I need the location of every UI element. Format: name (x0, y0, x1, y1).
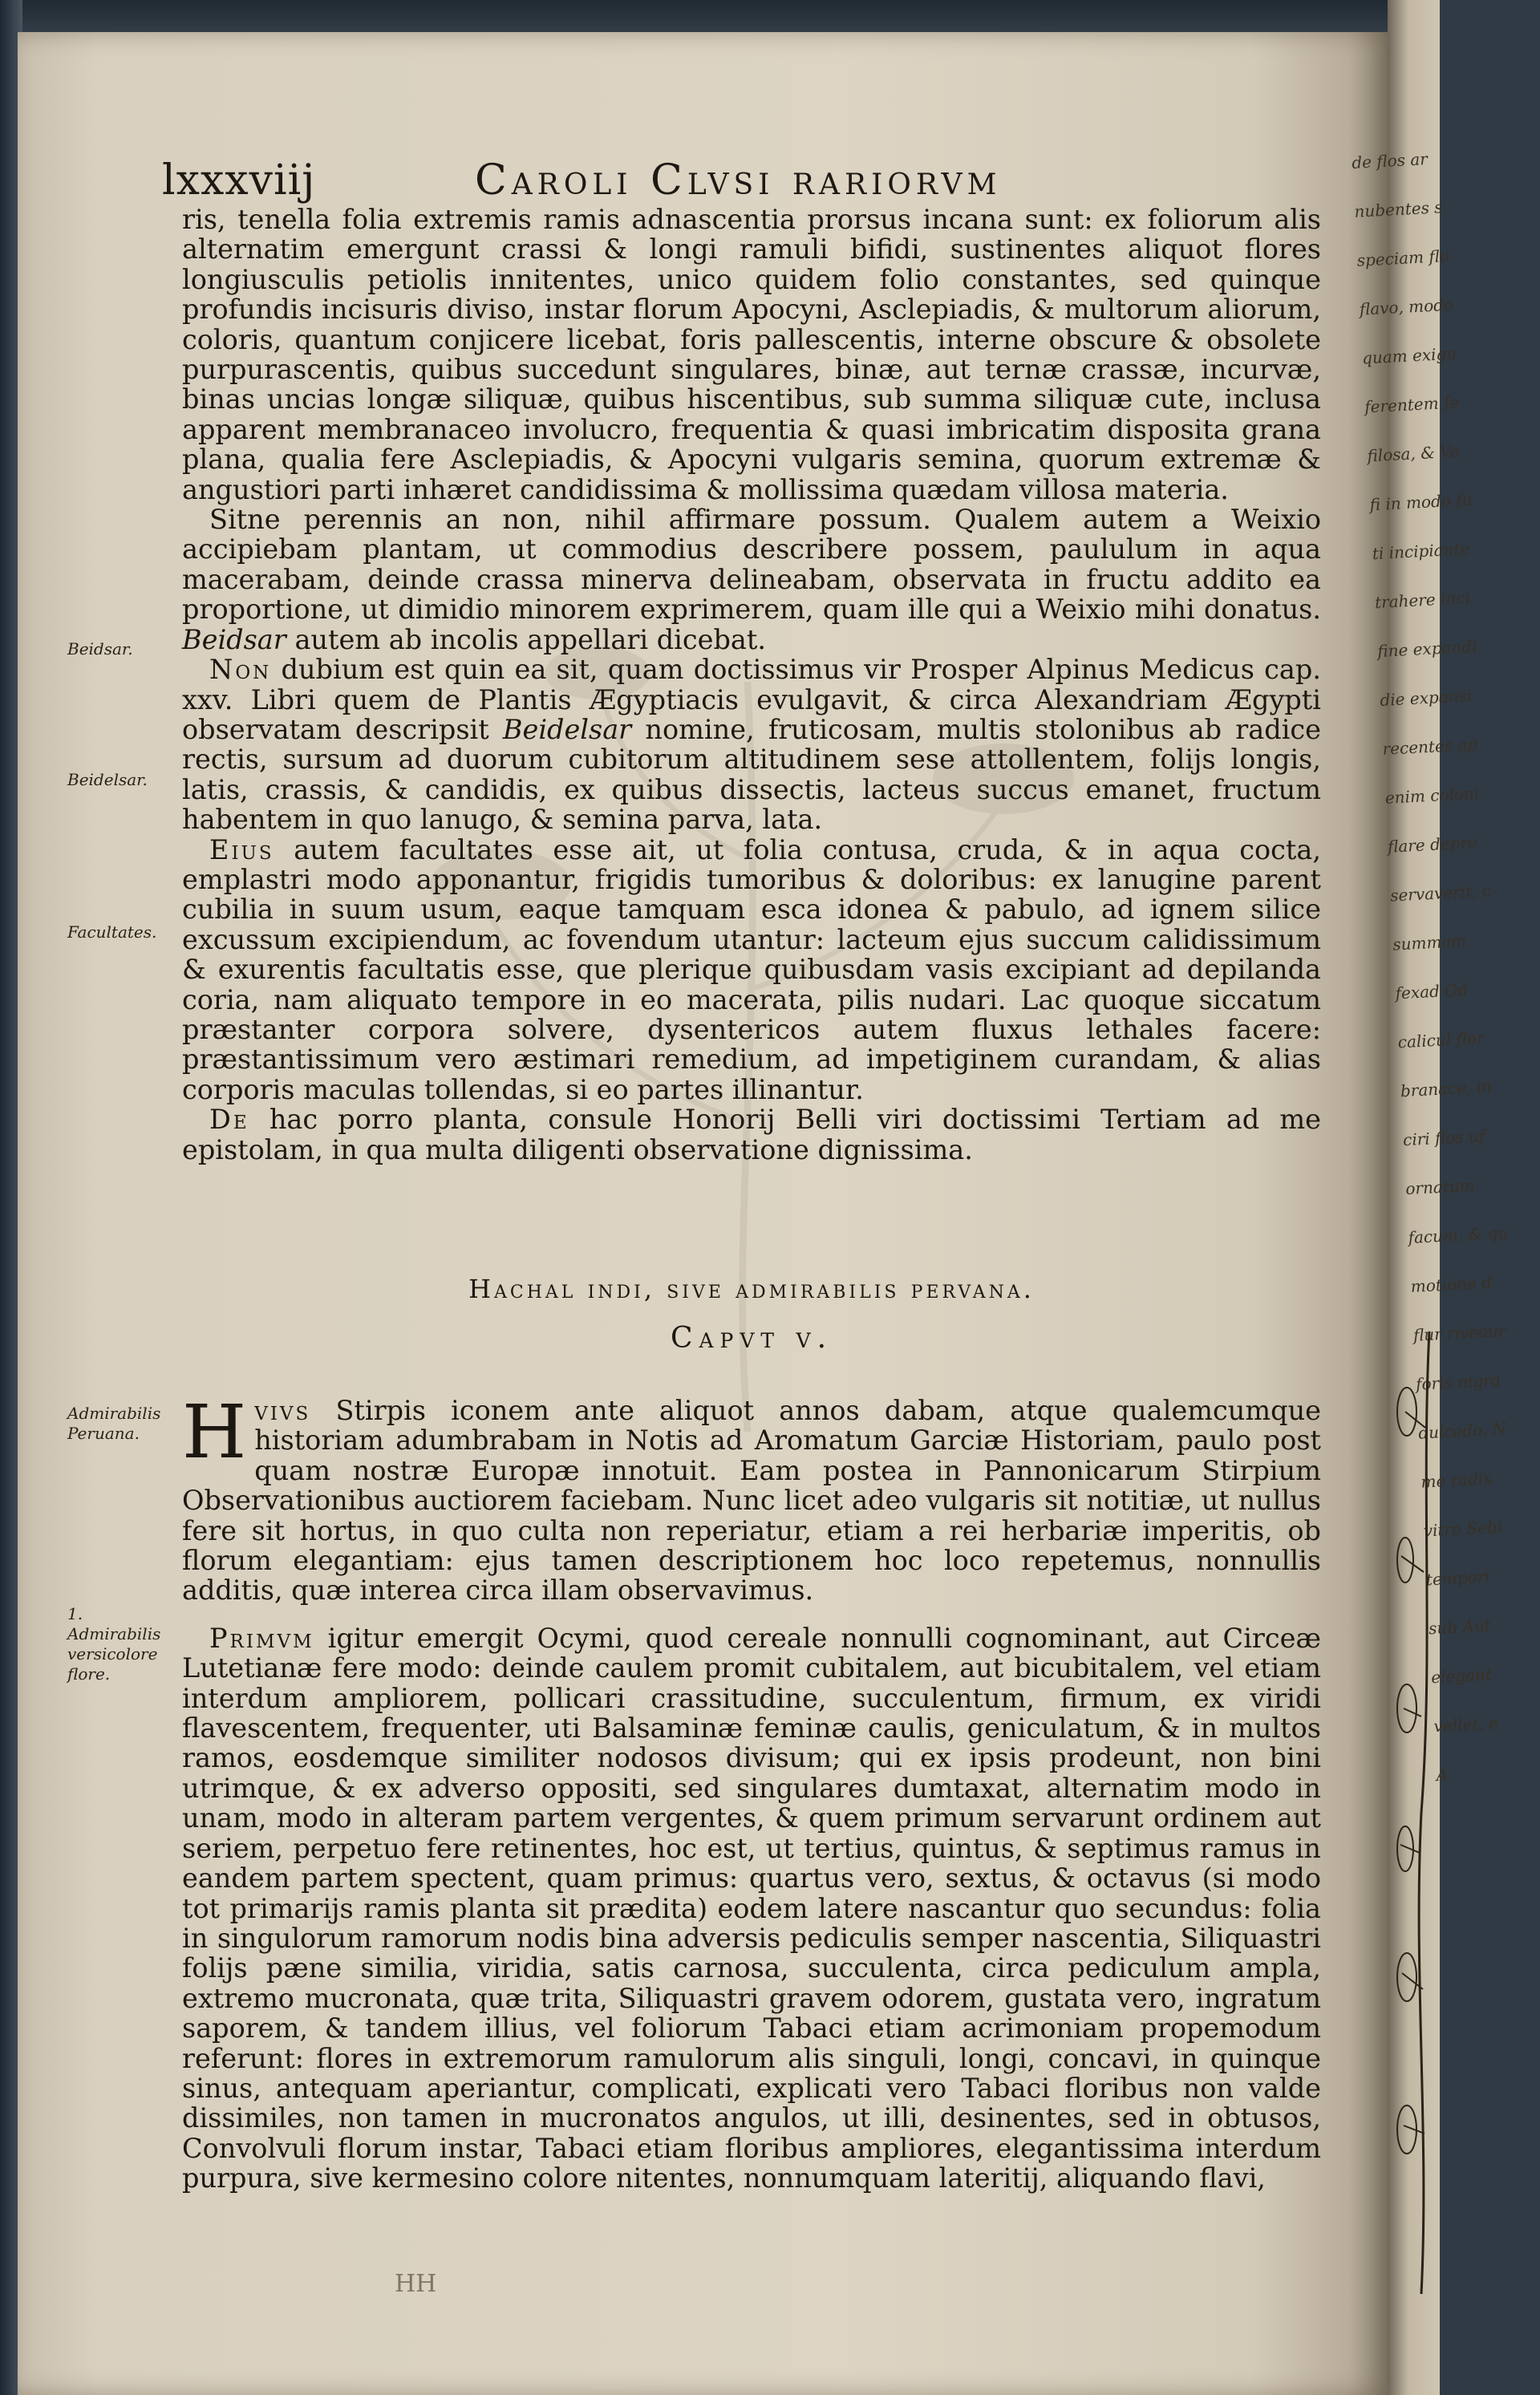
book-page (18, 32, 1389, 2395)
paragraph-alpinus-end: nomine, fruticosam, multis stolonibus ab radice rectis, sursum ad duorum cubitorum altitudinem sese attollentem, folijs longis, latis, crassis, & candidis, ex quibus dissectis, lacteus succus emanet, fructum habentem in quo lanugo, & semina parva, lata. (182, 713, 1321, 836)
section-admirabilis (182, 1389, 1321, 2194)
folio-number: lxxxviij (162, 156, 316, 205)
margin-note-admirabilis: Admirabilis Peruana. (67, 1404, 161, 1443)
margin-note-beidsar: Beidsar. (67, 639, 133, 659)
paragraph-primum-text: igitur emergit Ocymi, quod cereale nonnulli cognominant, aut Circeæ Lutetianæ fere modo: deinde caulem promit cubitalem, aut bicubitalem, vel etiam interdum ampliorem, pollicari crassitudine, succulentum, firmum, ex viridi flavescentem, frequenter, uti Balsaminæ feminæ caulis, geniculatum, & in multos ramos, eosdemque similiter nodosos divisum; qui ex ipsis prodeunt, non bini utrimque, & ex adverso oppositi, sed singulares dumtaxat, alternatim modo in unam, modo in alteram partem vergentes, & quem primum servarunt ordinem aut seriem, perpetuo fere retinentes, hoc est, ut tertius, quintus, & septimus ramus in eandem partem spectent, quam primus: quartus vero, sextus, & octavus (si modo tot primarijs ramis planta sit prædita) eodem latere nascantur quo secundus: folia in singulorum ramorum nodis bina adversis pediculis semper nascentia, Siliquastri folijs pæne similia, viridia, satis carnosa, succulenta, circa pediculum ampla, extremo mucronata, quæ trita, Siliquastri gravem odorem, gustata vero, ingratum saporem, & tandem illius, vel foliorum Tabaci etiam acrimoniam propemodum referunt: flores in extremorum ramulorum alis singuli, longi, concavi, in quinque sinus, antequam aperiantur, complicati, explicati vero Tabaci floribus non valde dissimiles, non tamen in mucronatos angulos, ut illi, desinentes, sed in obtusos, Convolvuli florum instar, Tabaci etiam floribus ampliores, elegantissima interdum purpura, sive kermesino colore nitentes, nonnumquam lateritij, aliquando flavi, (182, 1622, 1321, 2194)
margin-note-number: 1. (67, 1604, 83, 1623)
paragraph-huius-text: Stirpis iconem ante aliquot annos dabam, atque qualemcumque historiam adumbrabam in Notis ad Aromatum Garciæ Historiam, paulo post quam nostræ Europæ innotuit. Eam postea in Pannonicarum Stirpium Observationibus auctiorem faciebam. Nunc licet adeo vulgaris sit notitiæ, ut nullus fere sit hortus, in quo culta non reperiatur, etiam a rei herbariæ imperitis, ob florum elegantiam: ejus tamen descriptionem hoc loco repetemus, nonnullis additis, quæ interea circa illam observavimus. (182, 1395, 1321, 1607)
paragraph-huius-lead: vivs (254, 1395, 311, 1426)
paragraph-facultates-text: autem facultates esse ait, ut folia contusa, cruda, & in aqua cocta, emplastri modo apponantur, frigidis tumoribus & doloribus: ex lanugine parent cubilia in suum usum, eaque tamquam esca idonea & pabulo, ad ignem silice excussum excipiendum, ac fovendum utantur: lacteum ejus succum calidissimum & exurentis facultatis esse, que plerique quibusdam vasis excipiant ad depilanda coria, nam aliquato tempore in eo macerata, pilis nudari. Lac quoque siccatum præstanter corpora solvere, dysentericos autem fluxus lethales facere: præstantissimum vero æstimari remedium, ad impetiginem curandam, & alias corporis maculas tollendas, si eo partes illinantur. (182, 833, 1321, 1105)
paragraph-alpinus-text: dubium est quin ea sit, quam doctissimus vir Prosper Alpinus Medicus cap. xxv. Libri quem de Plantis Ægyptiacis evulgavit, & circa Alexandriam Ægypti observatam descripsit (182, 654, 1321, 745)
paragraph-belli-text: hac porro planta, consule Honorij Belli viri doctissimi Tertiam ad me epistolam, in qua multa diligenti observatione dignissima. (182, 1104, 1321, 1165)
paragraph-facultates (182, 835, 1321, 1105)
paragraph-facultates-lead: Eius (209, 833, 274, 865)
paragraph-belli (182, 1104, 1321, 1165)
paragraph-primum (182, 1623, 1321, 2194)
facing-page-edge (1351, 0, 1509, 2395)
paragraph-belli-lead: De (209, 1104, 249, 1136)
margin-note-beidelsar: Beidelsar. (67, 770, 148, 789)
paragraph-perennis-end: autem ab incolis appellari dicebat. (294, 623, 766, 655)
facing-page-text: de flos ar nubentes s speciam flo flavo, modo quam exigu ferentem fe filosa, & Va fi in modo fu ti incipiante trahere inci fine expandi die expansi recentes ap enim coloni flare depre servaverit, c summam fexad Od calicul flor branace, in ciri flos uf ornatum facum, & qu motione d flur riveaur foris nigra dulcedo. N me radix vitro Sebi tempori sub Aut elegant vellet, e A (1351, 149, 1509, 1785)
paragraph-alpinus (182, 654, 1321, 834)
signature-mark: HH (395, 2270, 437, 2298)
facing-page-plant-illustration (1397, 1331, 1441, 2294)
paragraph-description: ris, tenella folia extremis ramis adnascentia prorsus incana sunt: ex foliorum alis alternatim emergunt crassi & longi ramuli bifidi, sustinentes aliquot flores longiusculis petiolis innitentes, unico quidem folio constantes, sed quinque profundis incisuris diviso, instar florum Apocyni, Asclepiadis, & multorum aliorum, coloris, quantum conjicere licebat, foris pallescentis, interne obscure & obsolete purpurascentis, quibus succedunt singulares, binæ, aut ternæ crassæ, incurvæ, binas uncias longæ siliquæ, quibus hiscentibus, sub summa siliquæ cute, inclusa apparent membranaceo involucro, frequentia & quasi imbricatim disposita grana plana, qualia fere Asclepiadis, & Apocyni vulgaris semina, quorum extremæ & angustiori parti inhæret candidissima & mollissima quædam villosa materia. (182, 204, 1321, 505)
drop-capital: H (182, 1389, 247, 1475)
plant-name-beidsar: Beidsar (182, 623, 286, 655)
paragraph-alpinus-lead: Non (209, 654, 272, 686)
margin-note-versicolor: Admirabilis versicolore flore. (67, 1624, 161, 1684)
margin-note-facultates: Facultates. (67, 922, 157, 942)
paragraph-perennis (182, 505, 1321, 654)
paragraph-huius (182, 1389, 1321, 1607)
chapter-number: Capvt v. (670, 1322, 833, 1355)
plant-name-beidelsar: Beidelsar (502, 713, 632, 745)
chapter-title: Hachal indi, sive admirabilis pervana. (468, 1274, 1035, 1304)
paragraph-primum-lead: Primvm (209, 1622, 314, 1654)
paragraph-perennis-text: Sitne perennis an non, nihil affirmare possum. Qualem autem a Weixio accipiebam plantam, ut commodius describere possem, paululum in aqua macerabam, deinde crassa minerva delineabam, observata in fructu addito ea proportione, ut dimidio minorem exprimerem, quam ille qui a Weixio mihi donatus. (182, 504, 1321, 626)
section-beidsar (182, 205, 1321, 1165)
running-head: Caroli Clvsi rariorvm (475, 156, 1002, 205)
